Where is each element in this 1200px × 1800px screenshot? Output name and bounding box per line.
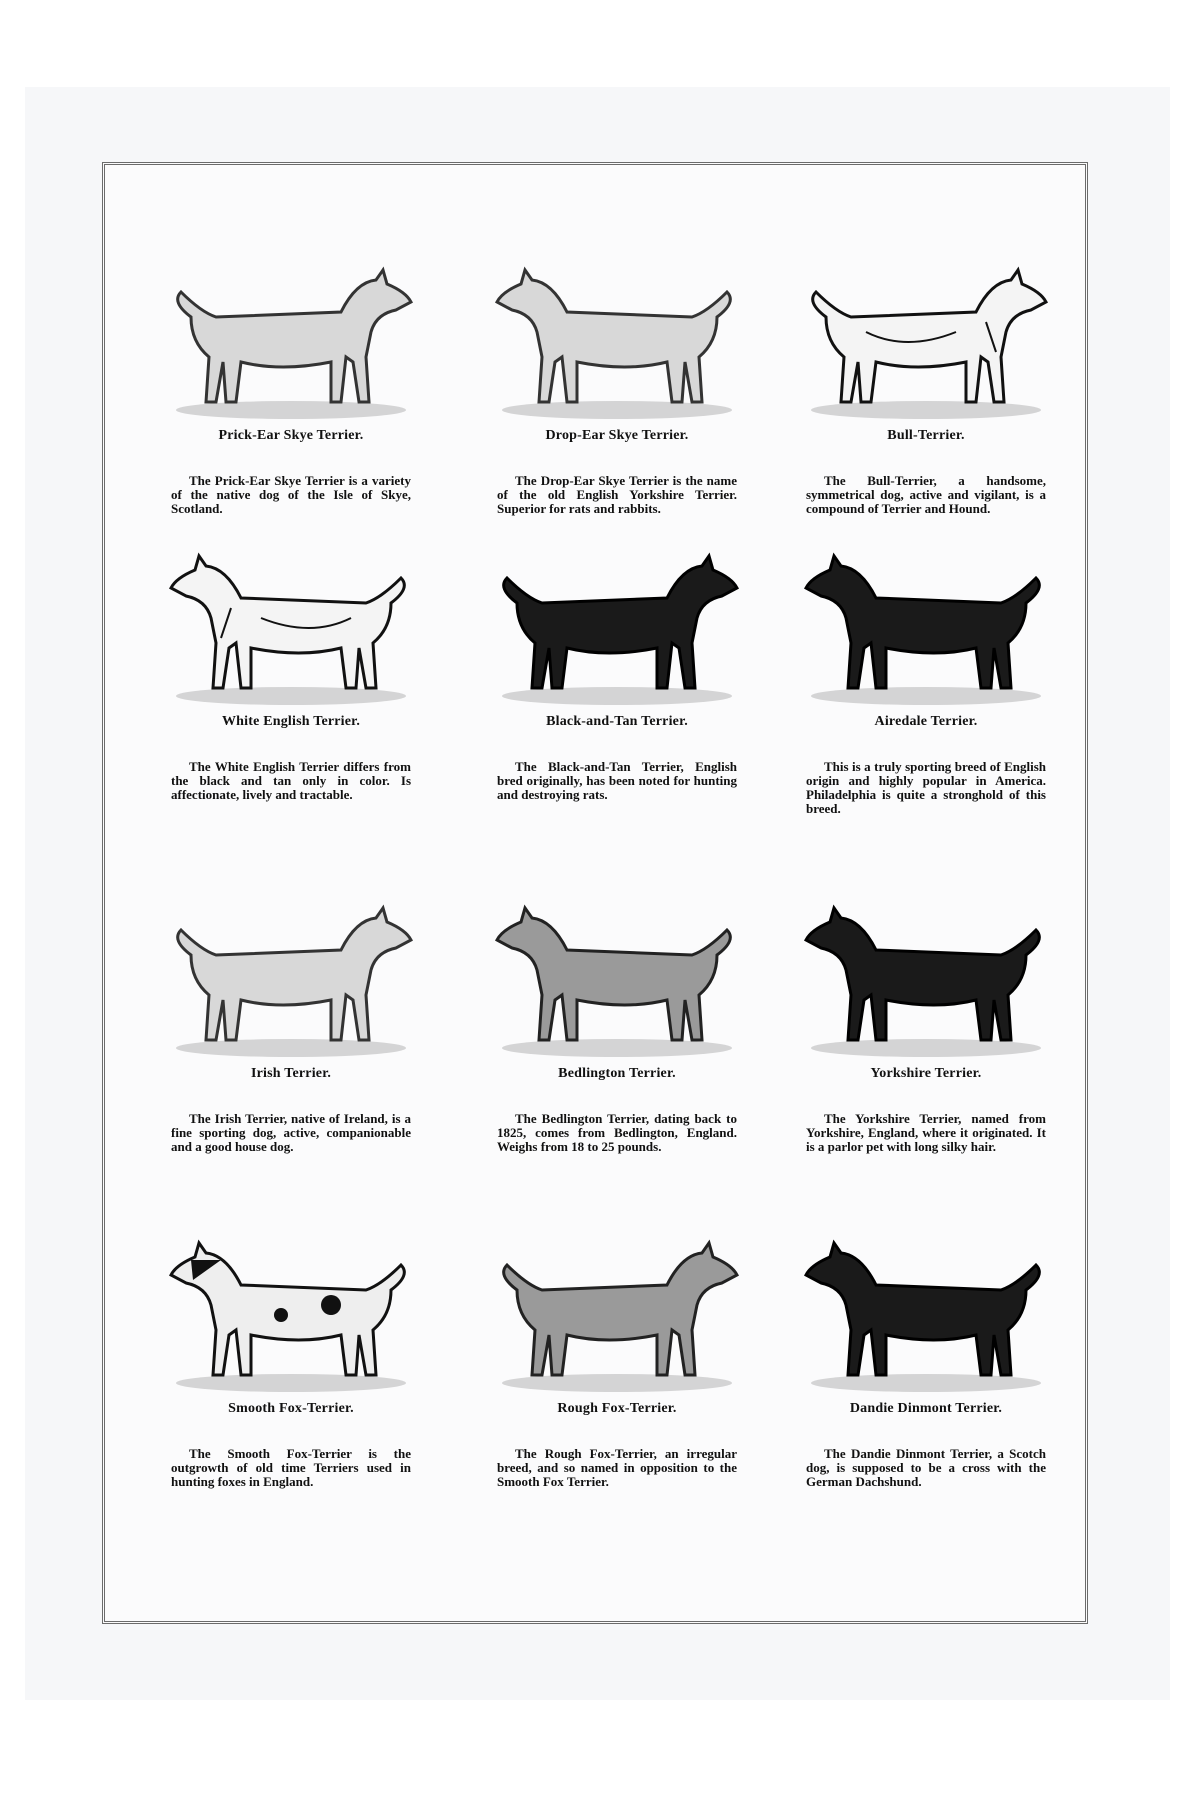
- dog-engraving-icon: [161, 1235, 421, 1395]
- breed-entry: [781, 262, 1071, 516]
- breed-entry: [146, 900, 436, 1154]
- breed-entry: [146, 262, 436, 516]
- breed-entry: [472, 1235, 762, 1489]
- breed-name: White English Terrier.: [221, 714, 361, 729]
- breed-entry: [146, 1235, 436, 1489]
- dog-engraving-icon: [161, 548, 421, 708]
- breed-name: Dandie Dinmont Terrier.: [849, 1401, 1003, 1416]
- breed-name: Rough Fox-Terrier.: [557, 1401, 677, 1416]
- breed-name: Yorkshire Terrier.: [870, 1066, 982, 1081]
- dog-engraving-icon: [796, 262, 1056, 422]
- breed-description: The Rough Fox-Terrier, an irregular breed, and so named in opposition to the Smooth Fox Terrier.: [497, 1446, 737, 1489]
- breed-description: The Bull-Terrier, a handsome, symmetrical dog, active and vigilant, is a compound of Terrier and Hound.: [806, 473, 1046, 516]
- breed-name: Prick-Ear Skye Terrier.: [218, 428, 364, 443]
- breed-description: The Prick-Ear Skye Terrier is a variety of the native dog of the Isle of Skye, Scotland.: [171, 473, 411, 516]
- breed-description: The Smooth Fox-Terrier is the outgrowth of old time Terriers used in hunting foxes in England.: [171, 1446, 411, 1489]
- breed-entry: [781, 548, 1071, 816]
- breed-entry: [781, 1235, 1071, 1489]
- breed-entry: [146, 548, 436, 802]
- breed-entry: [781, 900, 1071, 1154]
- breed-description: The Dandie Dinmont Terrier, a Scotch dog, is supposed to be a cross with the German Dachshund.: [806, 1446, 1046, 1489]
- dog-engraving-icon: [161, 900, 421, 1060]
- breed-name: Airedale Terrier.: [874, 714, 978, 729]
- breed-name: Drop-Ear Skye Terrier.: [545, 428, 689, 443]
- breed-entry: [472, 548, 762, 802]
- breed-description: The Bedlington Terrier, dating back to 1825, comes from Bedlington, England. Weighs from 18 to 25 pounds.: [497, 1111, 737, 1154]
- breed-name: Black-and-Tan Terrier.: [546, 714, 688, 729]
- breed-name: Irish Terrier.: [250, 1066, 332, 1081]
- breed-entry: [472, 262, 762, 516]
- breed-name: Smooth Fox-Terrier.: [228, 1401, 354, 1416]
- dog-engraving-icon: [487, 1235, 747, 1395]
- dog-engraving-icon: [796, 1235, 1056, 1395]
- dog-engraving-icon: [796, 548, 1056, 708]
- dog-engraving-icon: [161, 262, 421, 422]
- breed-entry: [472, 900, 762, 1154]
- breed-description: This is a truly sporting breed of English origin and highly popular in America. Philadelphia is quite a stronghold of this breed.: [806, 759, 1046, 816]
- breed-description: The White English Terrier differs from the black and tan only in color. Is affectionate, lively and tractable.: [171, 759, 411, 802]
- breed-name: Bedlington Terrier.: [558, 1066, 676, 1081]
- dog-engraving-icon: [796, 900, 1056, 1060]
- dog-engraving-icon: [487, 900, 747, 1060]
- breed-description: The Irish Terrier, native of Ireland, is a fine sporting dog, active, companionable and a good house dog.: [171, 1111, 411, 1154]
- breed-description: The Yorkshire Terrier, named from Yorkshire, England, where it originated. It is a parlor pet with long silky hair.: [806, 1111, 1046, 1154]
- dog-engraving-icon: [487, 548, 747, 708]
- breed-name: Bull-Terrier.: [887, 428, 965, 443]
- breed-description: The Black-and-Tan Terrier, English bred originally, has been noted for hunting and destroying rats.: [497, 759, 737, 802]
- dog-engraving-icon: [487, 262, 747, 422]
- breed-description: The Drop-Ear Skye Terrier is the name of the old English Yorkshire Terrier. Superior for rats and rabbits.: [497, 473, 737, 516]
